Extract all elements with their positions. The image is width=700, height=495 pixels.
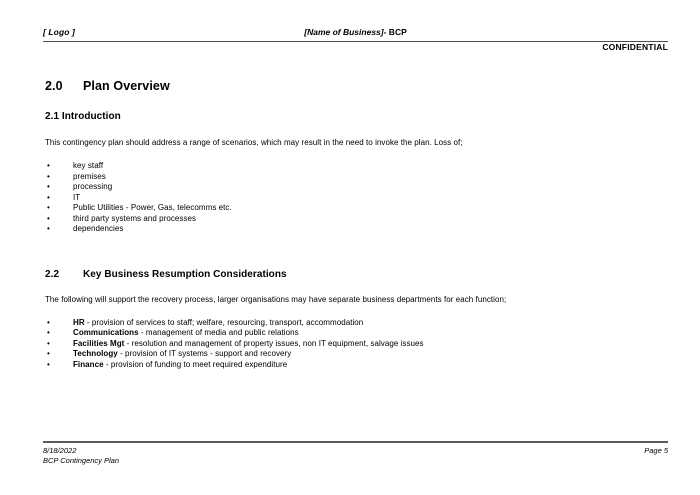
header-document-title — [43, 27, 668, 37]
list-item-term: Technology — [73, 349, 118, 358]
bullet-glyph-icon: • — [47, 328, 50, 337]
bullet-glyph-icon: • — [47, 171, 50, 181]
subsection-2-2-intro-paragraph: The following will support the recovery process, larger organisations may have separate business departments for each function; — [45, 294, 507, 304]
bullet-glyph-icon: • — [47, 203, 50, 212]
list-item — [45, 193, 655, 204]
subsection-2-1-heading: 2.1 Introduction — [45, 111, 121, 122]
bullet-glyph-icon: • — [47, 213, 50, 223]
subsection-2-2-number: 2.2 — [45, 268, 60, 280]
list-item-description: - provision of services to staff; welfare, resourcing, transport, accommodation — [84, 317, 364, 327]
section-number: 2.0 — [45, 79, 63, 93]
bullet-glyph-icon: • — [47, 338, 50, 348]
list-item-label: Public Utilities - Power, Gas, telecomms etc. — [73, 203, 232, 212]
list-item-term: Finance — [73, 359, 104, 369]
bullet-glyph-icon: • — [47, 182, 50, 191]
document-body — [45, 78, 655, 370]
bullet-glyph-icon: • — [47, 161, 50, 170]
business-function-bullet-list — [45, 318, 655, 371]
list-item — [45, 328, 655, 339]
list-item — [45, 172, 655, 183]
list-item-description: - provision of IT systems - support and recovery — [117, 349, 292, 358]
list-item-label: third party systems and processes — [73, 213, 197, 223]
list-item — [45, 161, 655, 172]
section-title-text: Plan Overview — [83, 79, 170, 93]
bullet-glyph-icon: • — [47, 224, 50, 233]
list-item — [45, 349, 655, 360]
list-item-term: HR — [73, 317, 85, 327]
list-item — [45, 224, 655, 235]
list-item — [45, 182, 655, 193]
list-item — [45, 203, 655, 214]
subsection-2-2-heading-text: Key Business Resumption Considerations — [83, 268, 287, 280]
header-rule-row — [43, 27, 668, 42]
list-item-label: dependencies — [73, 224, 124, 233]
bullet-glyph-icon: • — [47, 349, 50, 358]
bullet-glyph-icon: • — [47, 359, 50, 369]
header-doc-suffix: - BCP — [383, 27, 407, 37]
footer-left-block — [43, 446, 119, 466]
footer-date: 8/18/2022 — [43, 446, 77, 455]
list-item-description: - provision of funding to meet required expenditure — [103, 359, 288, 369]
list-item-description: - resolution and management of property issues, non IT equipment, salvage issues — [124, 338, 424, 348]
subsection-2-2-heading — [45, 268, 655, 282]
loss-of-bullet-list — [45, 161, 655, 235]
bullet-glyph-icon: • — [47, 192, 50, 202]
page-header — [43, 27, 668, 52]
page-title — [45, 78, 655, 94]
list-item — [45, 360, 655, 371]
list-item — [45, 339, 655, 350]
list-item-term: Communications — [73, 328, 139, 337]
footer-content — [43, 446, 668, 470]
subsection-2-1-intro-paragraph: This contingency plan should address a range of scenarios, which may result in the need to invoke the plan. Loss of; — [45, 138, 463, 147]
list-item-label: processing — [73, 182, 113, 191]
header-logo-placeholder: [ Logo ] — [43, 27, 75, 37]
list-item-label: key staff — [73, 161, 104, 170]
page-footer — [43, 441, 668, 470]
footer-document-name: BCP Contingency Plan — [43, 456, 120, 465]
header-business-name: [Name of Business] — [304, 27, 384, 37]
list-item-term: Facilities Mgt — [73, 338, 125, 348]
list-item-label: premises — [73, 171, 106, 181]
footer-divider — [43, 441, 668, 443]
list-item-label: IT — [73, 192, 81, 202]
footer-page-number: Page 5 — [644, 446, 668, 455]
confidential-marking: CONFIDENTIAL — [602, 42, 668, 52]
list-item — [45, 318, 655, 329]
list-item-description: - management of media and public relations — [138, 328, 299, 337]
bullet-glyph-icon: • — [47, 317, 50, 327]
list-item — [45, 214, 655, 225]
